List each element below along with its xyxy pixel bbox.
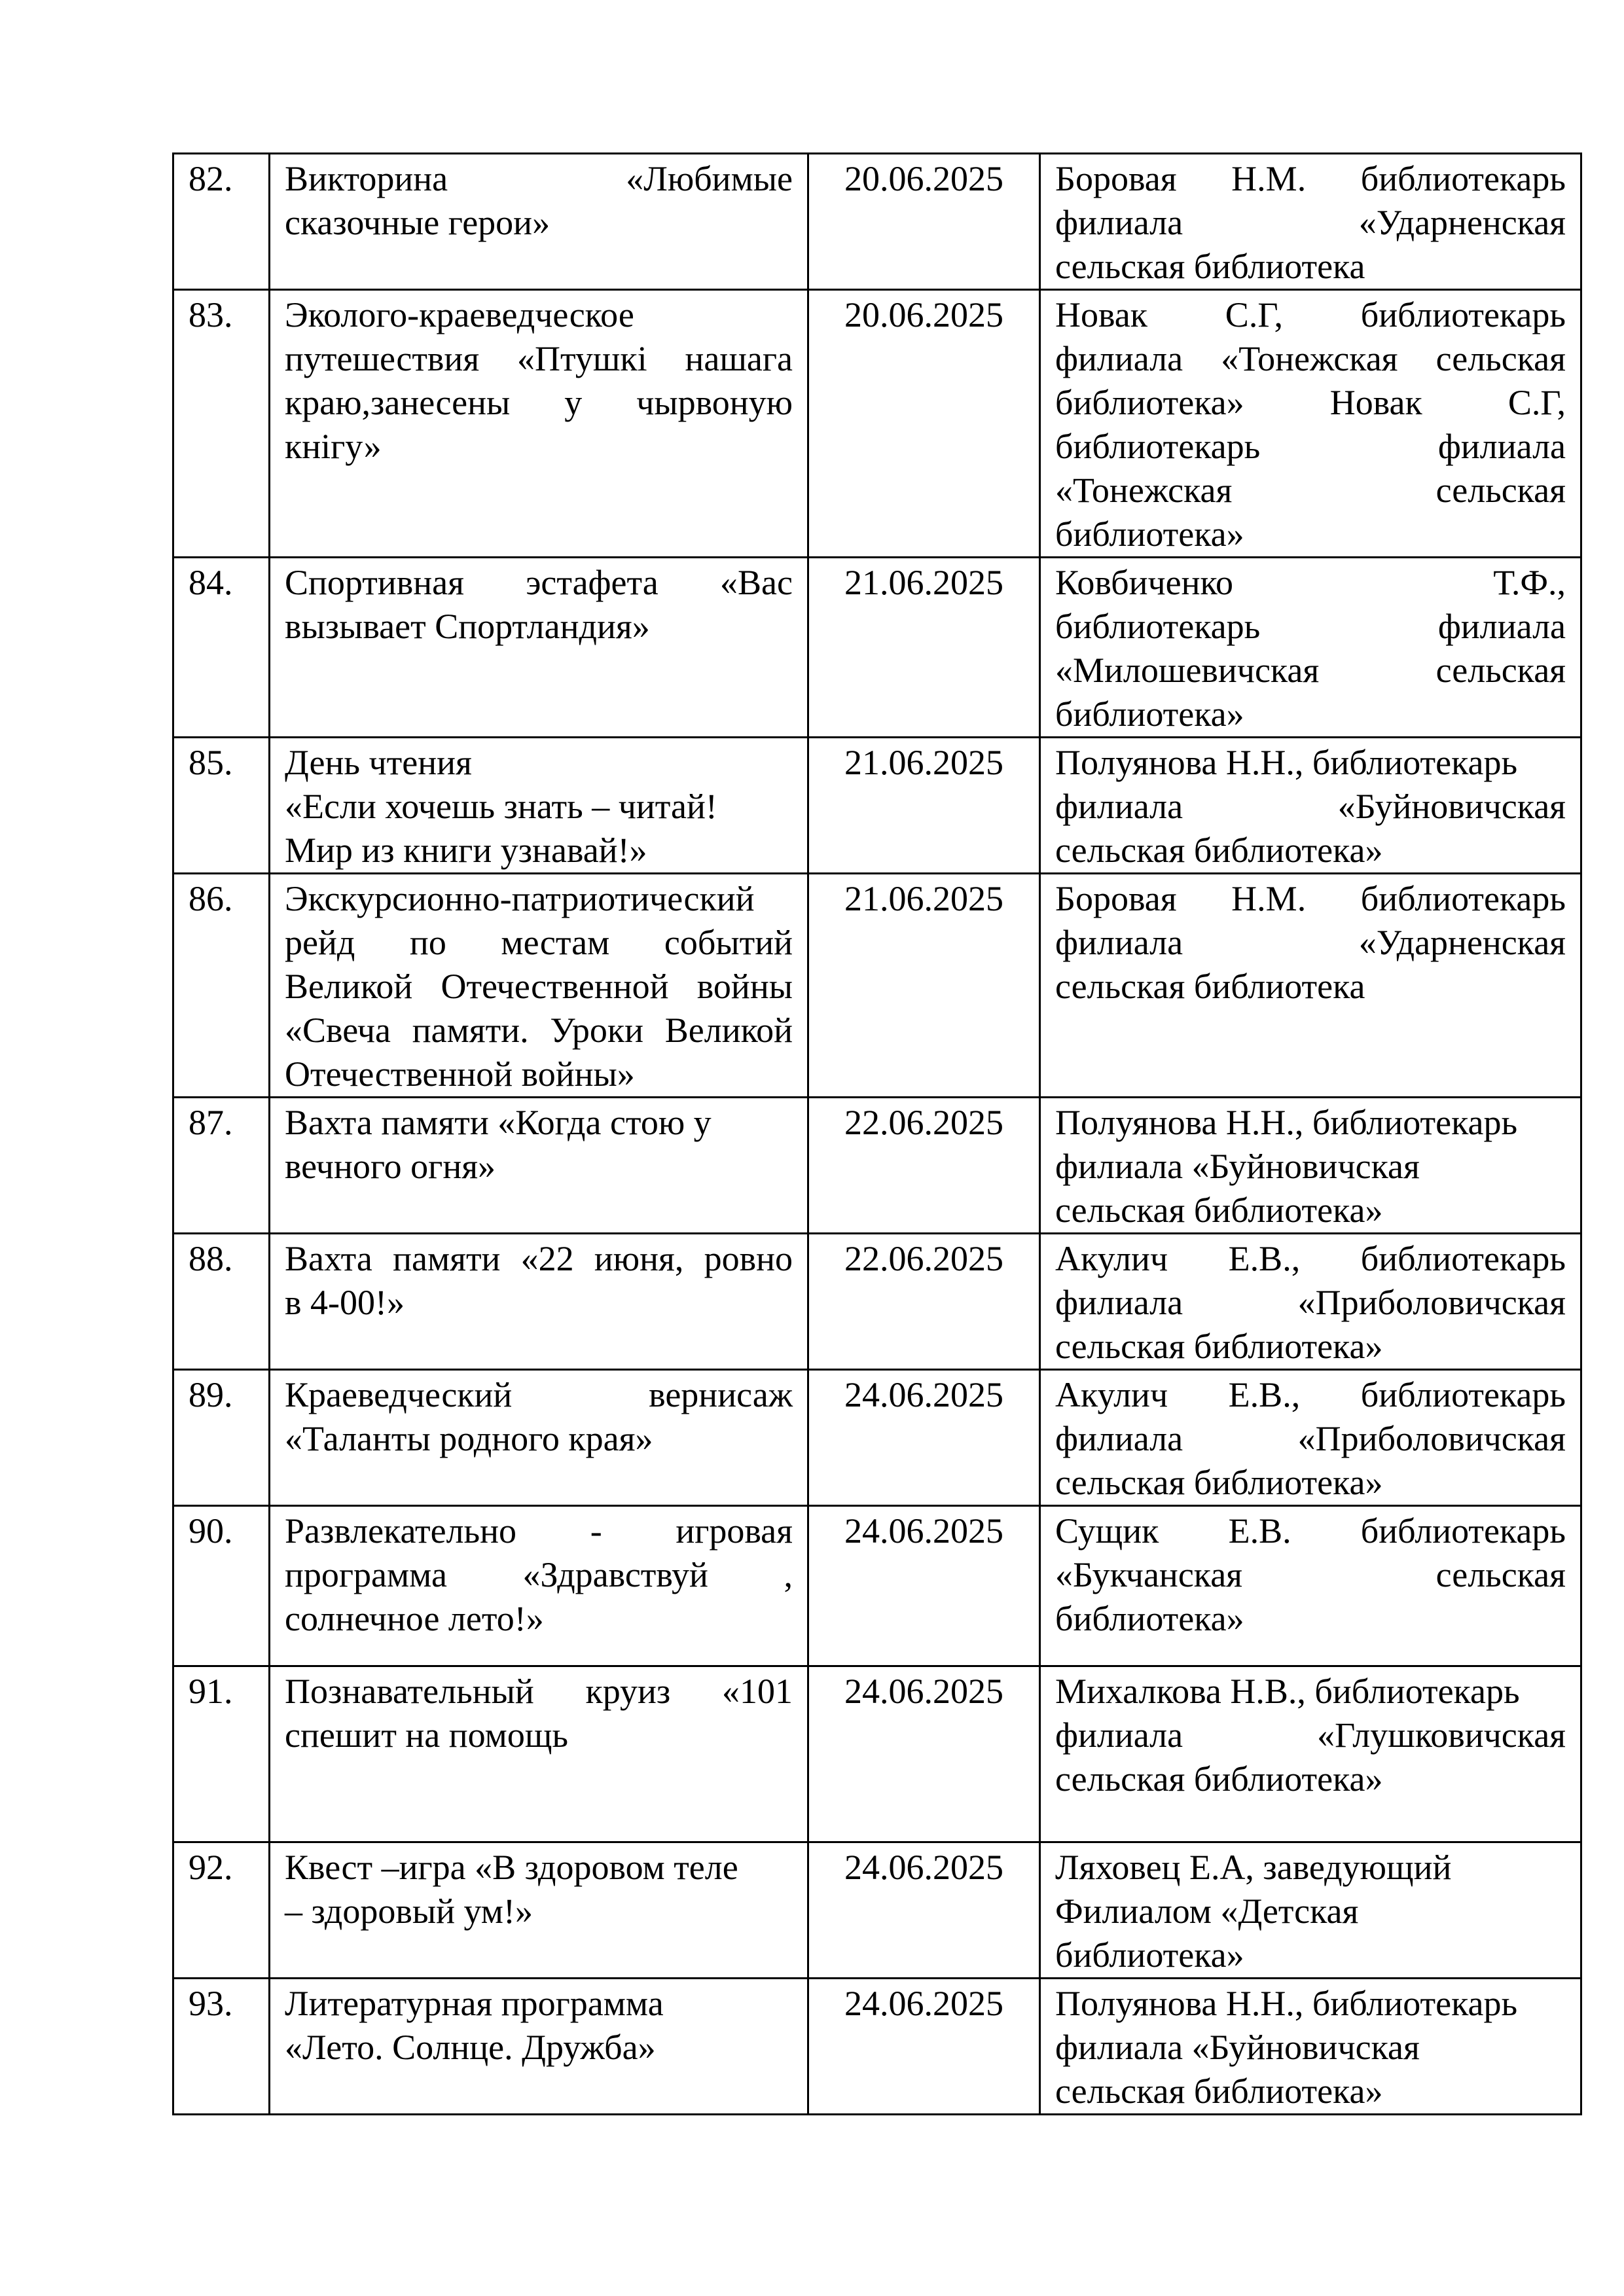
event-title: [270, 1370, 808, 1506]
event-title: [270, 290, 808, 558]
event-title-line: Развлекательно - игровая: [285, 1511, 793, 1551]
table-row: [173, 558, 1581, 738]
event-title-line: День чтения: [285, 743, 472, 782]
responsible-person: [1040, 1098, 1581, 1234]
responsible-line: Полуянова Н.Н., библиотекарь: [1055, 1103, 1518, 1142]
responsible-person: [1040, 1842, 1581, 1979]
event-title-line: Краеведческий вернисаж: [285, 1375, 793, 1414]
event-title-line: Познавательный круиз «101: [285, 1672, 793, 1711]
responsible-line: Боровая Н.М. библиотекарь: [1055, 879, 1566, 918]
event-date: 24.06.2025: [808, 1842, 1040, 1979]
row-number: 89.: [173, 1370, 270, 1506]
event-title-line: Отечественной войны»: [285, 1054, 635, 1094]
responsible-line: библиотека»: [1055, 514, 1244, 554]
event-title-line: кнігу»: [285, 427, 382, 466]
responsible-person: [1040, 738, 1581, 874]
responsible-line: библиотека»: [1055, 1599, 1244, 1638]
responsible-line: сельская библиотека»: [1055, 1191, 1383, 1230]
row-number: 92.: [173, 1842, 270, 1979]
responsible-line: сельская библиотека»: [1055, 1327, 1383, 1366]
responsible-person: [1040, 558, 1581, 738]
event-title-line: рейд по местам событий: [285, 923, 793, 962]
row-number: 88.: [173, 1234, 270, 1370]
event-title-line: Эколого-краеведческое: [285, 295, 634, 334]
responsible-line: сельская библиотека»: [1055, 1463, 1383, 1502]
event-title-line: «Таланты родного края»: [285, 1419, 653, 1458]
responsible-line: библиотекарь филиала: [1055, 427, 1566, 466]
row-number: 90.: [173, 1506, 270, 1666]
responsible-line: библиотека»: [1055, 694, 1244, 734]
event-title-line: спешит на помощь: [285, 1715, 569, 1755]
event-title: [270, 1842, 808, 1979]
responsible-person: [1040, 874, 1581, 1098]
event-title-line: Спортивная эстафета «Вас: [285, 563, 793, 602]
responsible-line: Сущик Е.В. библиотекарь: [1055, 1511, 1566, 1551]
event-title-line: Вахта памяти «Когда стою у: [285, 1103, 712, 1142]
event-title: [270, 738, 808, 874]
responsible-line: библиотека» Новак С.Г,: [1055, 383, 1566, 422]
event-title-line: «Лето. Солнце. Дружба»: [285, 2028, 656, 2067]
responsible-person: [1040, 1234, 1581, 1370]
responsible-line: библиотека»: [1055, 1935, 1244, 1975]
row-number: 84.: [173, 558, 270, 738]
event-title: [270, 1979, 808, 2115]
event-title-line: «Если хочешь знать – читай!: [285, 787, 717, 826]
responsible-line: Акулич Е.В., библиотекарь: [1055, 1239, 1566, 1278]
responsible-person: [1040, 1370, 1581, 1506]
responsible-person: [1040, 154, 1581, 290]
event-title-line: Вахта памяти «22 июня, ровно: [285, 1239, 793, 1278]
event-date: 24.06.2025: [808, 1506, 1040, 1666]
event-date: 22.06.2025: [808, 1098, 1040, 1234]
row-number: 91.: [173, 1666, 270, 1842]
event-title-line: Викторина «Любимые: [285, 159, 793, 198]
responsible-line: филиала «Ударненская: [1055, 923, 1566, 962]
responsible-person: [1040, 1979, 1581, 2115]
table-row: [173, 290, 1581, 558]
table-row: [173, 738, 1581, 874]
events-table-body: [173, 154, 1581, 2115]
table-row: [173, 1666, 1581, 1842]
responsible-line: филиала «Глушковичская: [1055, 1715, 1566, 1755]
responsible-line: сельская библиотека»: [1055, 2072, 1383, 2111]
event-title-line: вечного огня»: [285, 1147, 496, 1186]
event-date: 22.06.2025: [808, 1234, 1040, 1370]
row-number: 83.: [173, 290, 270, 558]
event-title-line: Великой Отечественной войны: [285, 967, 793, 1006]
responsible-line: Акулич Е.В., библиотекарь: [1055, 1375, 1566, 1414]
responsible-line: Ляховец Е.А, заведующий: [1055, 1848, 1452, 1887]
event-title-line: Экскурсионно-патриотический: [285, 879, 755, 918]
event-date: 21.06.2025: [808, 738, 1040, 874]
table-row: [173, 1979, 1581, 2115]
event-title-line: Литературная программа: [285, 1984, 664, 2023]
responsible-line: Михалкова Н.В., библиотекарь: [1055, 1672, 1520, 1711]
table-row: [173, 1098, 1581, 1234]
responsible-line: «Букчанская сельская: [1055, 1555, 1566, 1594]
responsible-line: сельская библиотека: [1055, 967, 1365, 1006]
responsible-line: «Милошевичская сельская: [1055, 651, 1566, 690]
responsible-person: [1040, 290, 1581, 558]
table-row: [173, 1370, 1581, 1506]
table-row: [173, 1234, 1581, 1370]
row-number: 87.: [173, 1098, 270, 1234]
event-title: [270, 1234, 808, 1370]
responsible-line: сельская библиотека»: [1055, 831, 1383, 870]
responsible-line: Новак С.Г, библиотекарь: [1055, 295, 1566, 334]
event-date: 21.06.2025: [808, 874, 1040, 1098]
responsible-line: сельская библиотека: [1055, 247, 1365, 286]
event-title-line: в 4-00!»: [285, 1283, 405, 1322]
event-title-line: Квест –игра «В здоровом теле: [285, 1848, 738, 1887]
row-number: 93.: [173, 1979, 270, 2115]
table-row: [173, 874, 1581, 1098]
event-date: 24.06.2025: [808, 1666, 1040, 1842]
responsible-person: [1040, 1506, 1581, 1666]
responsible-line: филиала «Приболовичская: [1055, 1283, 1566, 1322]
event-title-line: «Свеча памяти. Уроки Великой: [285, 1011, 793, 1050]
row-number: 82.: [173, 154, 270, 290]
event-title-line: краю,занесены у чырвоную: [285, 383, 793, 422]
event-title-line: – здоровый ум!»: [285, 1892, 533, 1931]
responsible-line: Полуянова Н.Н., библиотекарь: [1055, 1984, 1518, 2023]
event-title-line: солнечное лето!»: [285, 1599, 544, 1638]
table-row: [173, 1842, 1581, 1979]
responsible-line: Боровая Н.М. библиотекарь: [1055, 159, 1566, 198]
event-date: 21.06.2025: [808, 558, 1040, 738]
responsible-line: филиала «Ударненская: [1055, 203, 1566, 242]
event-title-line: Мир из книги узнавай!»: [285, 831, 647, 870]
event-title: [270, 1098, 808, 1234]
row-number: 86.: [173, 874, 270, 1098]
event-title: [270, 874, 808, 1098]
events-table: [172, 152, 1582, 2115]
event-date: 24.06.2025: [808, 1979, 1040, 2115]
responsible-person: [1040, 1666, 1581, 1842]
row-number: 85.: [173, 738, 270, 874]
event-title: [270, 1666, 808, 1842]
event-title-line: вызывает Спортландия»: [285, 607, 650, 646]
event-title: [270, 558, 808, 738]
responsible-line: Полуянова Н.Н., библиотекарь: [1055, 743, 1518, 782]
responsible-line: филиала «Буйновичская: [1055, 1147, 1420, 1186]
table-row: [173, 1506, 1581, 1666]
event-date: 24.06.2025: [808, 1370, 1040, 1506]
responsible-line: филиала «Буйновичская: [1055, 2028, 1420, 2067]
responsible-line: «Тонежская сельская: [1055, 471, 1566, 510]
event-date: 20.06.2025: [808, 154, 1040, 290]
responsible-line: филиала «Буйновичская: [1055, 787, 1566, 826]
event-title: [270, 154, 808, 290]
responsible-line: библиотекарь филиала: [1055, 607, 1566, 646]
responsible-line: сельская библиотека»: [1055, 1759, 1383, 1799]
event-date: 20.06.2025: [808, 290, 1040, 558]
responsible-line: Ковбиченко Т.Ф.,: [1055, 563, 1566, 602]
event-title-line: сказочные герои»: [285, 203, 550, 242]
event-title: [270, 1506, 808, 1666]
table-row: [173, 154, 1581, 290]
responsible-line: Филиалом «Детская: [1055, 1892, 1359, 1931]
responsible-line: филиала «Приболовичская: [1055, 1419, 1566, 1458]
event-title-line: путешествия «Птушкі нашага: [285, 339, 793, 378]
responsible-line: филиала «Тонежская сельская: [1055, 339, 1566, 378]
event-title-line: программа «Здравствуй ,: [285, 1555, 793, 1594]
